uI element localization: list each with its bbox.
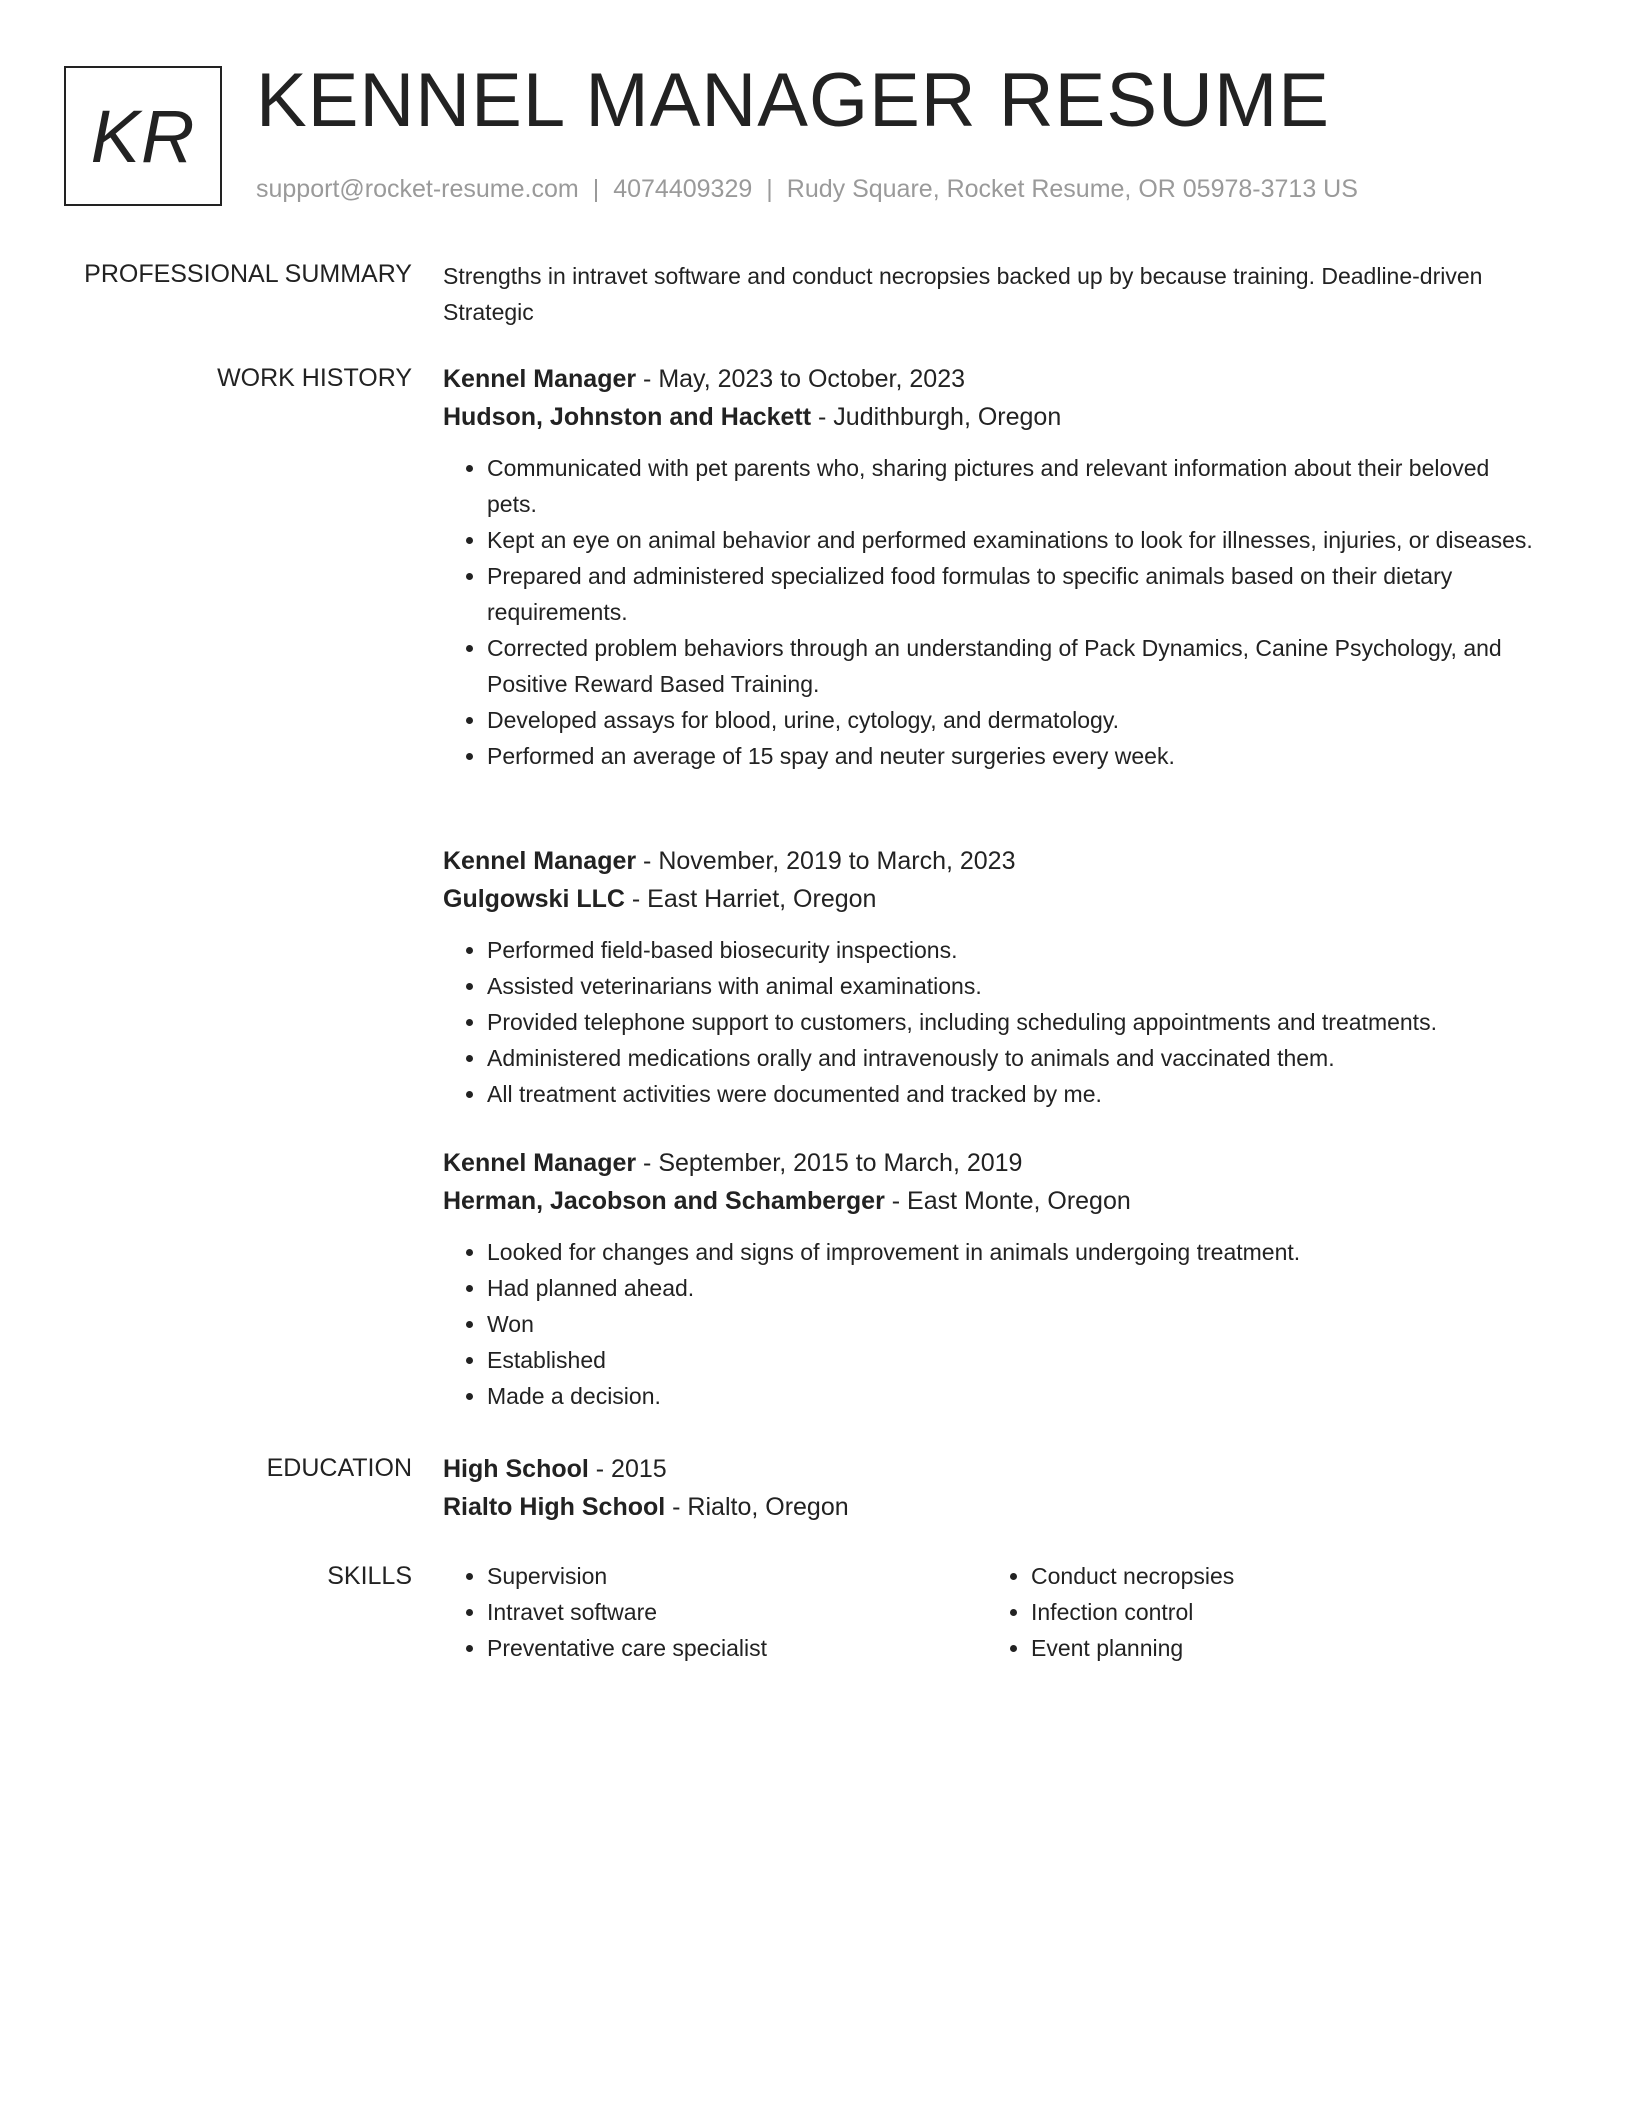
job-title: Kennel Manager — [443, 1149, 637, 1177]
job-location: - Judithburgh, Oregon — [811, 403, 1062, 431]
education-location: - Rialto, Oregon — [665, 1493, 849, 1521]
education-school: Rialto High School — [443, 1493, 666, 1521]
education-year: - 2015 — [588, 1455, 667, 1483]
job-company-line — [443, 398, 1533, 436]
job-location: - East Harriet, Oregon — [624, 885, 877, 913]
job-title: Kennel Manager — [443, 365, 637, 393]
list-item: • Won — [487, 1306, 1533, 1342]
work-history-label: WORK HISTORY — [217, 364, 412, 392]
job-company: Hudson, Johnston and Hackett — [443, 403, 812, 431]
job-title-line — [443, 1144, 1533, 1182]
job-bullets — [443, 1234, 1533, 1414]
job-bullets — [443, 450, 1533, 774]
skill-item: • Infection control — [1031, 1594, 1531, 1630]
list-item: • Prepared and administered specialized food formulas to specific animals based on their dietary requirements. — [487, 558, 1533, 630]
list-item: • Established — [487, 1342, 1533, 1378]
job-dates: - May, 2023 to October, 2023 — [636, 365, 966, 393]
job-title-line — [443, 842, 1533, 880]
summary-text: Strengths in intravet software and conduct necropsies backed up by because training. Deadline-driven Strategic — [443, 263, 1483, 325]
list-item: • Made a decision. — [487, 1378, 1533, 1414]
skills-list — [443, 1558, 1533, 1666]
education-school-line — [443, 1488, 1533, 1526]
list-item: • Looked for changes and signs of improvement in animals undergoing treatment. — [487, 1234, 1533, 1270]
summary-label: PROFESSIONAL SUMMARY — [84, 260, 412, 288]
education-entry — [443, 1450, 1533, 1526]
contact-separator: | — [592, 175, 600, 203]
list-item: • Provided telephone support to customers, including scheduling appointments and treatments. — [487, 1004, 1533, 1040]
skill-item: • Intravet software — [487, 1594, 987, 1630]
job-entry — [443, 842, 1533, 1112]
skills-column-right — [987, 1558, 1531, 1666]
skill-item: • Conduct necropsies — [1031, 1558, 1531, 1594]
job-company: Herman, Jacobson and Schamberger — [443, 1187, 885, 1215]
job-dates: - September, 2015 to March, 2019 — [636, 1149, 1023, 1177]
list-item: • Kept an eye on animal behavior and performed examinations to look for illnesses, injuries, or diseases. — [487, 522, 1533, 558]
contact-address: Rudy Square, Rocket Resume, OR 05978-3713 US — [786, 175, 1358, 203]
education-degree: High School — [443, 1455, 589, 1483]
job-entry — [443, 360, 1533, 774]
job-company: Gulgowski LLC — [443, 885, 625, 913]
list-item: • Had planned ahead. — [487, 1270, 1533, 1306]
skill-item: • Event planning — [1031, 1630, 1531, 1666]
list-item: • Assisted veterinarians with animal examinations. — [487, 968, 1533, 1004]
job-title-line — [443, 360, 1533, 398]
skills-label: SKILLS — [327, 1562, 412, 1590]
job-title: Kennel Manager — [443, 847, 637, 875]
job-entry — [443, 1144, 1533, 1414]
list-item: • Corrected problem behaviors through an understanding of Pack Dynamics, Canine Psychology, and Positive Reward Based Training. — [487, 630, 1533, 702]
job-company-line — [443, 880, 1533, 918]
education-degree-line — [443, 1450, 1533, 1488]
contact-separator: | — [766, 175, 773, 203]
list-item: • Developed assays for blood, urine, cytology, and dermatology. — [487, 702, 1533, 738]
list-item: • All treatment activities were documented and tracked by me. — [487, 1076, 1533, 1112]
list-item: • Communicated with pet parents who, sharing pictures and relevant information about their beloved pets. — [487, 450, 1533, 522]
list-item: • Performed an average of 15 spay and neuter surgeries every week. — [487, 738, 1533, 774]
contact-line — [256, 174, 1358, 204]
job-location: - East Monte, Oregon — [884, 1187, 1131, 1215]
list-item: • Performed field-based biosecurity inspections. — [487, 932, 1533, 968]
job-company-line — [443, 1182, 1533, 1220]
contact-email: support@rocket-resume.com — [256, 175, 579, 203]
job-bullets — [443, 932, 1533, 1112]
skills-column-left — [443, 1558, 987, 1666]
skill-item: • Preventative care specialist — [487, 1630, 987, 1666]
list-item: • Administered medications orally and intravenously to animals and vaccinated them. — [487, 1040, 1533, 1076]
education-label: EDUCATION — [266, 1454, 412, 1482]
monogram-logo: KR — [64, 66, 222, 206]
job-dates: - November, 2019 to March, 2023 — [636, 847, 1016, 875]
contact-phone: 4074409329 — [613, 175, 753, 203]
page-title: KENNEL MANAGER RESUME — [256, 58, 1330, 143]
skill-item: • Supervision — [487, 1558, 987, 1594]
